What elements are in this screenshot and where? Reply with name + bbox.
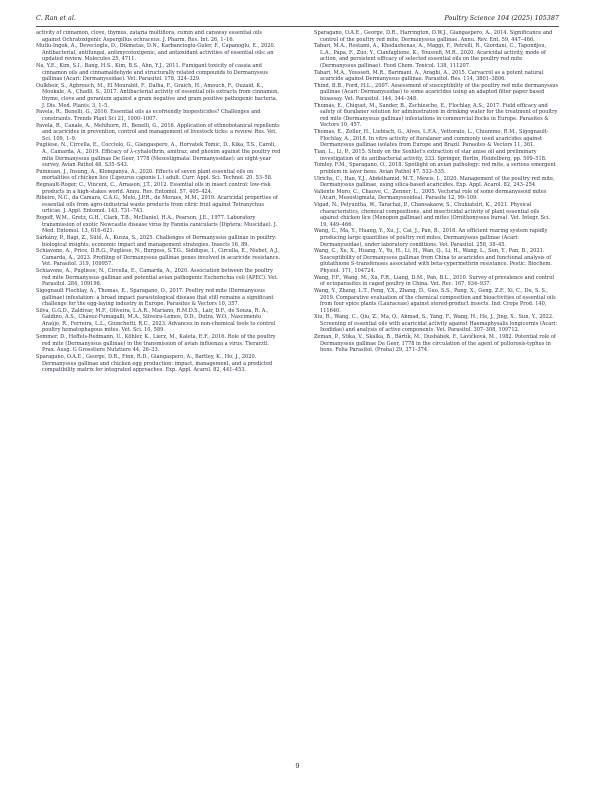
reference-entry: Wang, Y., Zhang, L.T., Feng, Y.X., Zhang, D., Guo, S.S., Pang, X., Geng, Z.F., Xi, C., Du, S. S., 2019. Comparative evaluation of the chemical composition and bioactivities of essential oils from four spice plants (Lauraceae) against stored-product insects. Ind. Crops Prod. 140, 111640. xyxy=(314,287,556,314)
reference-entry: Xiu, R., Wang, C., Qiu, Z., Ma, Q., Ahmad, S., Yang, F., Wang, H., He, J., Jing, X., Sun, Y., 2022. Screening of essential oils with acaricidal activity against Haemaphysalis longicornis (Acari: Ixodidae) and analysis of active components. Vet. Parasitol. 307–308, 109712. xyxy=(314,314,558,334)
running-head-author: C. Ran et al. xyxy=(36,14,76,22)
reference-entry: Tian, L., Li, P., 2015. Study on the Soxhlet's extraction of star anise oil and preliminary investigation of its antibacterial activity, 333. Springer, Berlin, Heidelberg, pp. 509–518. xyxy=(314,148,547,162)
reference-entry: Ulrichs, C., Han, Y.J., Abdelhamid, M.T., Mewis, I., 2020. Management of the poultry red mite, Dermanyssus gallinae, using silica-based acaricides. Exp. Appl. Acarol. 82, 243–254. xyxy=(314,175,555,189)
header-rule xyxy=(36,26,559,27)
reference-entry: Wang, F.F., Wang, M., Xu, F.R., Liang, D.M., Pan, B.L., 2010. Survey of prevalence and control of ectoparasites in caged poultry in China. Vet. Rec. 167, 934–937. xyxy=(314,274,554,288)
reference-entry: Schiavone, A., Pugliese, N., Circella, E., Camarda, A., 2020. Association between the poultry red mite Dermanyssus gallinae and potential avian pathogenic Escherichia coli (APEC). Vet. Parasitol. 284, 109198. xyxy=(36,268,278,288)
running-head-journal: Poultry Science 104 (2025) 105387 xyxy=(444,14,559,22)
reference-entry: Wang, C., Ma, Y., Huang, Y., Xu, J., Cai, J., Pan, B., 2018. An efficient rearing system rapidly producing large quantities of poultry red mites, Dermanyssus gallinae (Acari: Dermanyssidae), under laboratory conditions. Vet. Parasitol. 258, 38–45. xyxy=(314,228,548,248)
reference-entry: Pavela, R., Canale, A., Mehlhorn, H., Benelli, G., 2016. Application of ethnobotanical repellents and acaricides in prevention, control and management of livestock ticks: a review. Res. Vet. Sci. 109, 1–9. xyxy=(36,122,280,142)
reference-entry: Ribeiro, N.C., da Camara, C.A.G., Melo, J.P.R., de Moraes, M.M., 2019. Acaricidal properties of essential oils from agro-industrial waste products from citric fruit against Tetranychus urticae. J. Appl. Entomol. 143, 731–743. xyxy=(36,195,278,215)
reference-entry: Pumnuan, J., Insung, A., Klompanya, A., 2020. Effects of seven plant essential oils on mortalities of chicken lice (Lipeurus caponis L.) adult. Curr. Appl. Sci. Technol. 20, 53–58. xyxy=(36,168,273,182)
reference-entry: Mutlu-Ingok, A., Devecioglu, D., Dikmetas, D.N., Karbancioglu-Guler, F., Capanoglu, E., 2020. Antibacterial, antifungal, antimycotoxigenic, and antioxidant activities of essential oils: an updated review. Molecules 25, 4711. xyxy=(36,43,276,63)
reference-entry: Thomas, E., Chiquet, M., Sander, B., Zschiesche, E., Flochlay, A.S., 2017. Field efficacy and safety of fluralaner solution for administration in drinking water for the treatment of poultry red mite (Dermanyssus gallinae) infestations in commercial flocks in Europe. Parasites & Vectors 10, 457. xyxy=(314,102,558,129)
reference-entry: Oulkheir, S., Aghrouch, M., El Mourabit, F., Dalha, F., Graich, H., Amouch, F., Ouzaid, K., Moukale, A., Chadli, S., 2017. Antibacterial activity of essential oils extracts from cinnamon, thyme, clove and geranium against a gram negative and gram positive pathogenic bacteria. J. Dis. Med. Plants. 3, 1–5. xyxy=(36,82,279,109)
reference-entry: Sparagano, O.A.E., George, D.R., Harrington, D.W.J., Giangaspero, A., 2014. Significance and control of the poultry red mite, Dermanyssus gallinae. Annu. Rev. Ent. 59, 447–466. xyxy=(314,30,553,43)
reference-entry: Na, Y.E., Kim, S.I., Bang, H.S., Kim, B.S., Ahn, Y.J., 2011. Fumigant toxicity of cassia and cinnamon oils and cinnamaldehyde and structurally related compounds to Dermanyssus gallinae (Acari: Dermanyssidae). Vet. Parasitol. 178, 324–329. xyxy=(36,63,269,83)
reference-entry: Vigad, N., Pelyuntha, W., Tarachai, P., Chansakaow, S., Chukiatsiri, K., 2021. Physical characteristics, chemical compositions, and insecticidal activity of plant essential oils against chicken lice (Menopon gallinae) and mites (Ornithonyssus bursa). Vet. Integr. Sci. 19, 449–466. xyxy=(314,202,551,228)
reference-entry: Zeman, P., Stika, V., Skalka, B., Bártík, M., Dusbábek, F., Lávičková, M., 1982. Potential role of Dermanyssus gallinae De Geer, 1778 in the circulation of the agent of pullorosis-typhus in hens. Folia Parasitol. (Praha) 29, 371–374. xyxy=(314,334,556,354)
references-right-column xyxy=(314,30,559,354)
reference-entry: Schiavone, A., Price, D.R.G., Pugliese, N., Burgess, S.T.G., Siddique, I., Circella, E., Nisbet, A.J., Camarda, A., 2023. Profiling of Dermanyssus gallinae genes involved in acaricide resistance. Vet. Parasitol. 319, 109957. xyxy=(36,248,281,268)
reference-entry: Valiente Moro, C., Chauve, C., Zenner, L., 2005. Vectorial role of some dermanyssoid mites (Acari, Mesostigmata, Dermanyssoidea). Parasite 12, 99–109. xyxy=(314,188,547,202)
reference-entry: Rogoff, W.M., Gretz, G.H., Clark, T.B., McDaniel, H.A., Pearson, J.E., 1977. Laboratory transmission of exotic Newcastle disease virus by Fannia canicularis (Diptera: Muscidae). J. Med. Entomol. 13, 616–621. xyxy=(36,215,278,235)
reference-entry: Silva, G.G.D., Zaldívar, M.F., Oliveira, L.A.R., Mariano, R.M.D.S., Lair, D.F., de Souza, R. A., Galdino, A.S., Chávez-Fumagalli, M.A., Silveira-Lemos, D.D., Dutra, W.O., Nascimento Araújo, R., Ferreira, L.L., Giunchetti, R.C., 2023. Advances in non-chemical tools to control poultry hematophagous mites. Vet. Sci. 10, 589. xyxy=(36,307,276,334)
reference-entry: Thind, B.B., Ford, H.L., 2007. Assessment of susceptibility of the poultry red mite dermanyssus gallinae (Acari: Dermanyssidae) to some acaricides using an adapted filter paper based bioassay. Vet. Parasitol. 144, 344–348. xyxy=(314,82,559,103)
reference-entry: Tabari, M.A., Youssefi, M.R., Barimani, A., Araghi, A., 2015. Carvacrol as a potent natural acaricide against Dermanyssus gallinae. Parasitol. Res. 114, 3801–3806. xyxy=(314,69,544,83)
reference-entry: Sparagano, O.A.E., George, D.R., Finn, R.D., Giangaspero, A., Bartley, K., Ho, J., 2020. Dermanyssus gallinae and chicken egg production: impact, management, and a predicted compatibility matrix for integrated approaches. Exp. Appl. Acarol. 82, 441–453. xyxy=(36,353,273,374)
reference-entry: Thomas, E., Zoller, H., Liebisch, G., Alves, L.F.A., Vettorato, L., Chiummo, R.M., Sigognault-Flochlay, A., 2018. In vitro activity of fluralaner and commonly used acaricides against Dermanyssus gallinae isolates from Europe and Brazil. Parasites & Vectors 11, 361. xyxy=(314,129,549,149)
reference-entry: Pugliese, N., Circella, E., Cocciolo, G., Giangaspero, A., Horvatek Tomic, D., Kika, T.S., Caroli, A., Camarda, A., 2019. Efficacy of λ-cyhalothrin, amitraz, and phoxim against the poultry red mite Dermanyssus gallinae De Geer, 1778 (Mesostigmata: Dermanyssidae): an eight-year survey. Avian Pathol 48, S35–S43. xyxy=(36,142,281,169)
reference-entry: Sommer, D., Heffels-Redmann, U., Köhler, K., Lierz, M., Kaleta, E.F., 2016. Role of the poultry red mite (Dermanyssus gallinae) in the transmission of avian influenza a virus. Tierarztl. Prax. Ausg. G Grosstiere Nutztiere 44, 26–33. xyxy=(36,334,276,354)
reference-entry: Sárkány, P., Bagi, Z., Sütő, Á., Kusza, S., 2025. Challenges of Dermanyssus gallinae in poultry: biological insights, economic impact and management strategies. Insects 16, 89. xyxy=(36,235,277,248)
reference-entry: Tabari, M.A., Rostami, A., Khodashenas, A., Maggi, F., Petrelli, R., Giordani, C., Tapondjou, L.A., Papa, F., Zuo, Y., Cianfaglione, K., Youssefi, M.R., 2020. Acaricidal activity, mode of action, and persistent efficacy of selected essential oils on the poultry red mite (Dermanyssus gallinae). Food Chem. Toxicol. 138, 111207. xyxy=(314,43,547,69)
page-number: 9 xyxy=(295,762,300,770)
reference-entry: Sigognault Flochlay, A., Thomas, E., Sparagano, O., 2017. Poultry red mite (Dermanyssus gallinae) infestation: a broad impact parasitological disease that still remains a significant challenge for the egg-laying industry in Europe. Parasites & Vectors 10, 357. xyxy=(36,287,274,308)
running-head xyxy=(36,14,559,26)
reference-entry: Wang, C., Xu, X., Huang, Y., Yu, H., Li, H., Wan, Q., Li, H., Wang, L., Sun, Y., Pan, B., 2021. Susceptibility of Dermanyssus gallinae from China to acaricides and functional analysis of glutathione S-transferases associated with beta-cypermethrin resistance. Pestic. Biochem. Physiol. 171, 104724. xyxy=(314,248,552,274)
reference-entry: Tomley, F.M., Sparagano, O., 2018. Spotlight on avian pathology: red mite, a serious emergent problem in layer hens. Avian Pathol 47, 533–535. xyxy=(314,162,556,175)
reference-entry: Regnault-Roger, C., Vincent, C., Arnason, J.T., 2012. Essential oils in insect control: low-risk products in a high-stakes world. Annu. Rev. Entomol. 57, 405–424. xyxy=(36,182,271,195)
reference-entry: Pavela, R., Benelli, G., 2016. Essential oils as ecofriendly biopesticides? Challenges and constraints. Trends Plant Sci 21, 1000–1007. xyxy=(36,109,261,122)
references-left-column xyxy=(36,30,281,374)
reference-entry: activity of cinnamon, clove, thymus, zataria multiflora, cumin and caraway essential oils against Ochratoxigenic Aspergillus ochraceus. J. Pharm. Res. Int. 26, 1–16. xyxy=(36,30,262,43)
